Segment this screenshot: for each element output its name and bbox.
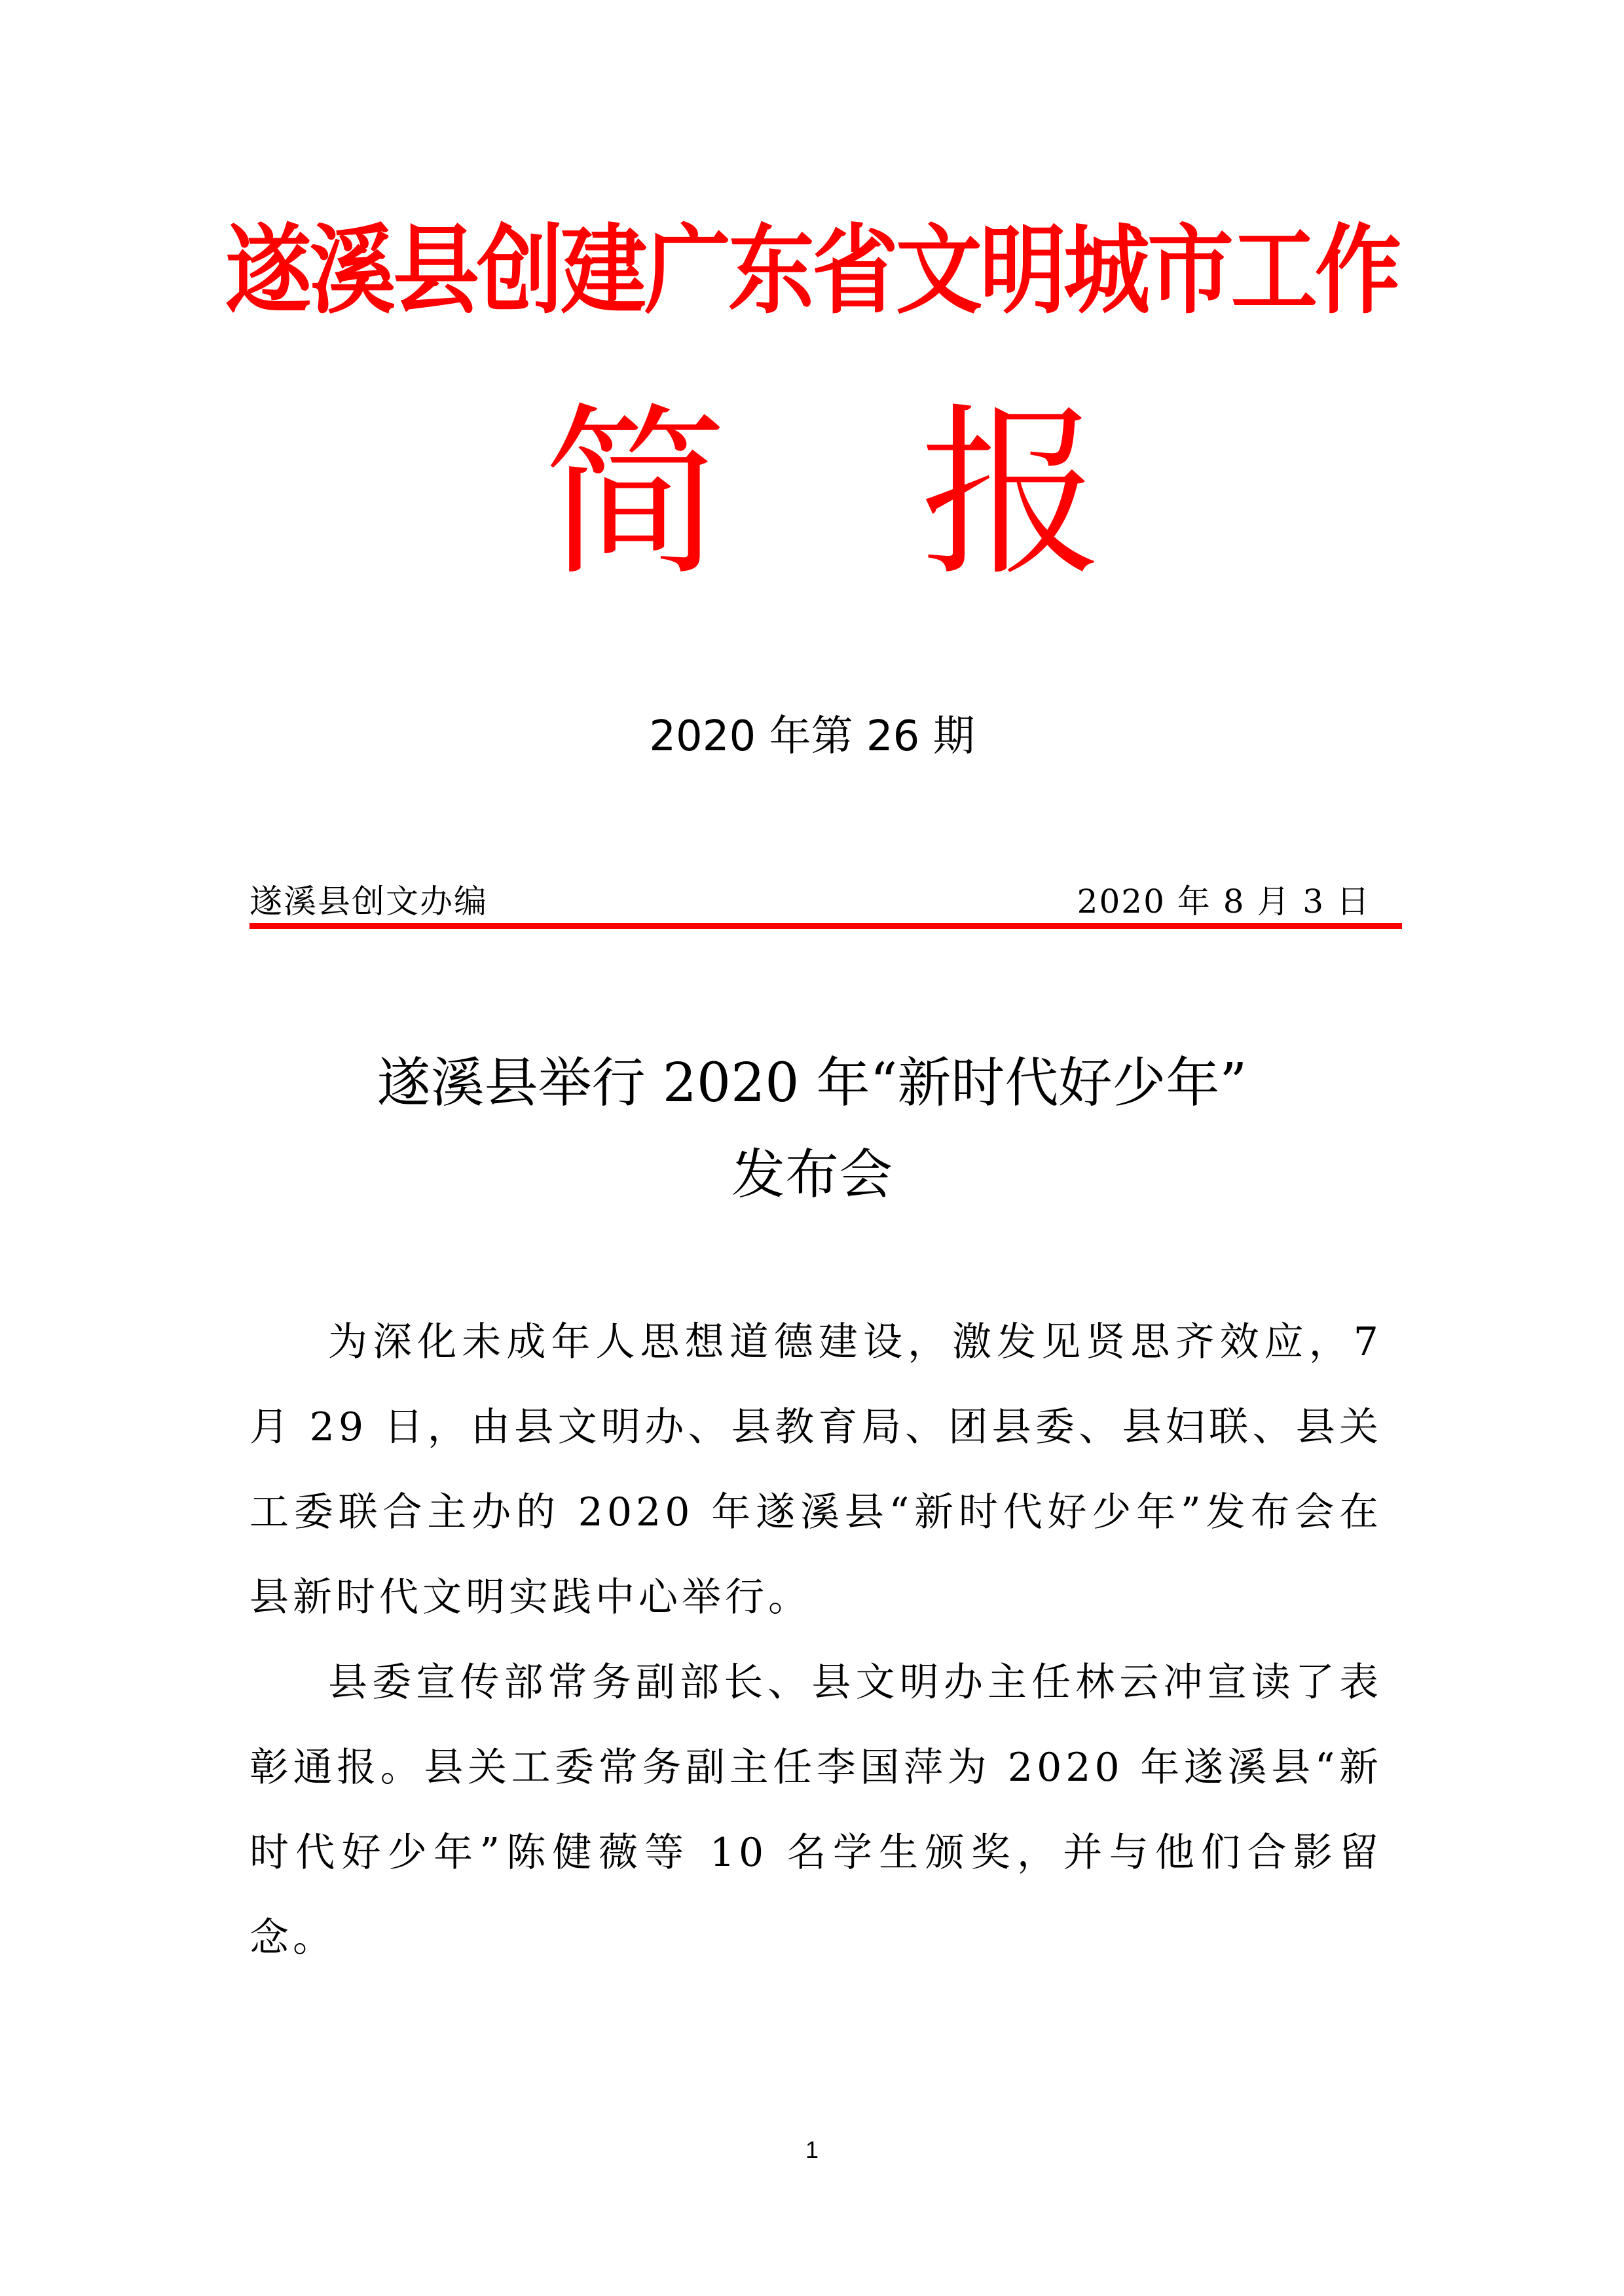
article-headline <box>0 1038 1624 1221</box>
masthead-title: 遂溪县创建广东省文明城市工作 <box>225 214 1399 328</box>
body-paragraph-2: 县委宣传部常务副部长、县文明办主任林云冲宣读了表彰通报。县关工委常务副主任李国萍为 2020 年遂溪县“新时代好少年”陈健薇等 10 名学生颁奖，并与他们合影留念。 <box>249 1660 1382 1961</box>
publish-date: 2020 年 8 月 3 日 <box>1077 883 1371 920</box>
headline-line-1: 遂溪县举行 2020 年“新时代好少年” <box>377 1052 1247 1114</box>
red-divider-rule <box>249 923 1402 929</box>
editor-label: 遂溪县创文办编 <box>249 883 488 920</box>
body-paragraph-1: 为深化未成年人思想道德建设，激发见贤思齐效应，7 月 29 日，由县文明办、县教育局、团县委、县妇联、县关工委联合主办的 2020 年遂溪县“新时代好少年”发布会在县新时代文明实践中心举行。 <box>249 1319 1382 1620</box>
editor-date-row <box>249 881 1402 922</box>
brief-title-char-jian: 简 <box>544 388 727 601</box>
article-body <box>249 1300 1382 1980</box>
headline-line-2: 发布会 <box>731 1144 893 1206</box>
brief-title-char-bao: 报 <box>920 388 1103 601</box>
page-number: 1 <box>805 2136 819 2163</box>
issue-number: 2020 年第 26 期 <box>649 712 975 761</box>
